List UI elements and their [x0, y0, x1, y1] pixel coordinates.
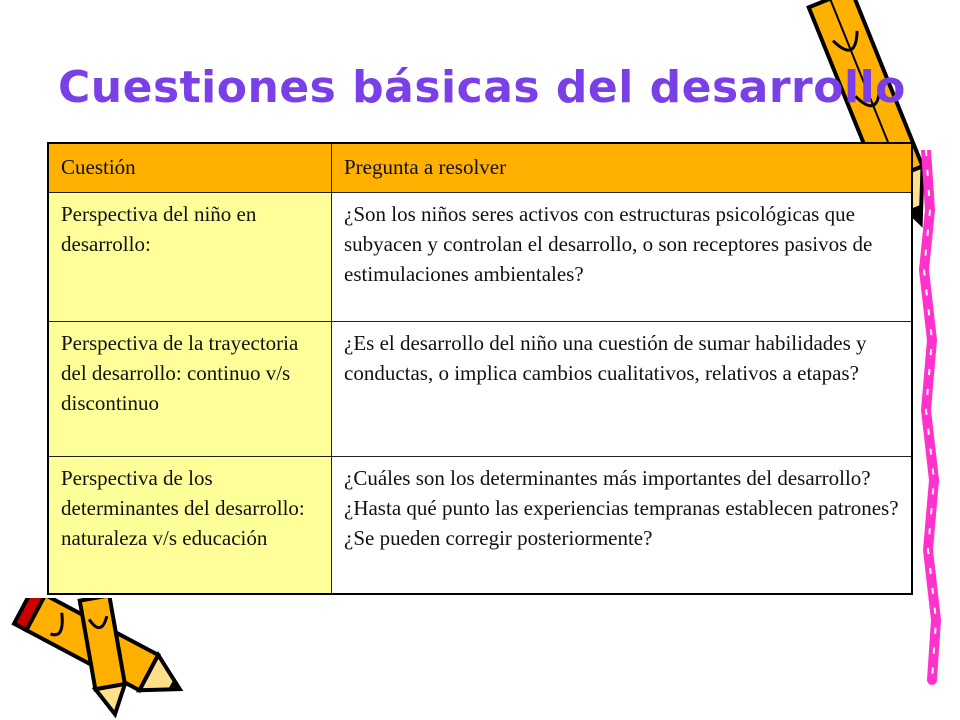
cuestion-cell: Perspectiva del niño en desarrollo:	[48, 193, 332, 322]
questions-table	[47, 142, 913, 595]
pregunta-cell: ¿Cuáles son los determinantes más importantes del desarrollo?¿Hasta qué punto las experiencias tempranas establecen patrones?¿Se pueden corregir posteriormente?	[332, 457, 913, 595]
table-row	[48, 193, 912, 322]
table-row	[48, 322, 912, 457]
cuestion-cell: Perspectiva de los determinantes del desarrollo: naturaleza v/s educación	[48, 457, 332, 595]
header-cuestion: Cuestión	[48, 143, 332, 193]
cuestion-cell: Perspectiva de la trayectoria del desarrollo: continuo v/s discontinuo	[48, 322, 332, 457]
table-header-row	[48, 143, 912, 193]
table-row	[48, 457, 912, 595]
slide-title: Cuestiones básicas del desarrollo	[58, 62, 906, 113]
pregunta-cell: ¿Es el desarrollo del niño una cuestión de sumar habilidades y conductas, o implica cambios cualitativos, relativos a etapas?	[332, 322, 913, 457]
header-pregunta: Pregunta a resolver	[332, 143, 913, 193]
crayon-icon-right	[906, 150, 960, 690]
pencils-icon-bottom-left	[0, 598, 200, 720]
pregunta-cell: ¿Son los niños seres activos con estructuras psicológicas que subyacen y controlan el desarrollo, o son receptores pasivos de estimulaciones ambientales?	[332, 193, 913, 322]
